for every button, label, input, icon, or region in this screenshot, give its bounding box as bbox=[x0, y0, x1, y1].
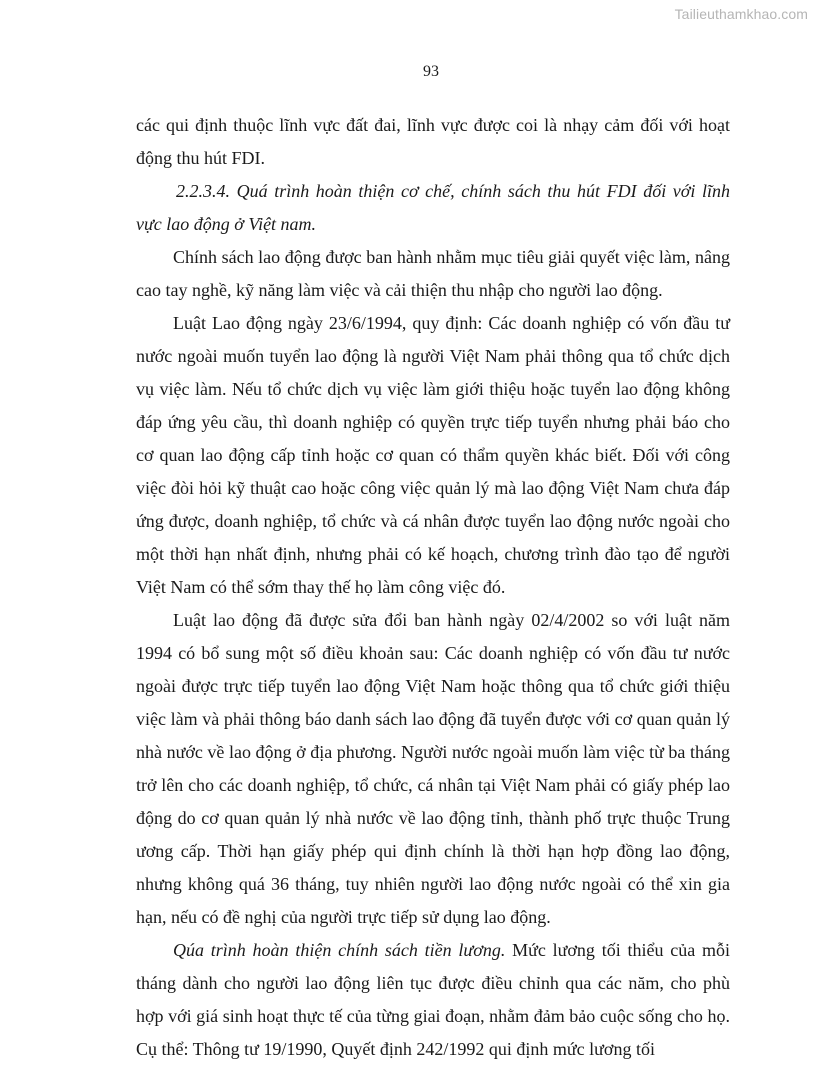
wage-policy-text: Mức lương tối thiểu của mỗi tháng dành cho người lao động liên tục được điều chỉnh qua các năm, cho phù hợp với giá sinh hoạt thực tế của từng giai đoạn, nhằm đảm bảo cuộc sống cho họ. Cụ thể: Thông tư 19/1990, Quyết định 242/1992 qui định mức lương tối bbox=[136, 940, 731, 1059]
wage-policy-heading: Qúa trình hoàn thiện chính sách tiền lương. bbox=[173, 940, 506, 960]
paragraph-continuation: các qui định thuộc lĩnh vực đất đai, lĩnh vực được coi là nhạy cảm đối với hoạt động thu hút FDI. bbox=[136, 115, 730, 168]
section-heading: 2.2.3.4. Quá trình hoàn thiện cơ chế, chính sách thu hút FDI đối với lĩnh vực lao động ở Việt nam. bbox=[136, 181, 730, 234]
paragraph-labor-law-2002: Luật lao động đã được sửa đổi ban hành ngày 02/4/2002 so với luật năm 1994 có bổ sung một số điều khoản sau: Các doanh nghiệp có vốn đầu tư nước ngoài được trực tiếp tuyển lao động Việt Nam hoặc thông qua tổ chức giới thiệu việc làm và phải thông báo danh sách lao động đã tuyển được với cơ quan quản lý nhà nước về lao động ở địa phương. Người nước ngoài muốn làm việc từ ba tháng trở lên cho các doanh nghiệp, tổ chức, cá nhân tại Việt Nam phải có giấy phép lao động do cơ quan quản lý nhà nước về lao động tỉnh, thành phố trực thuộc Trung ương cấp. Thời hạn giấy phép qui định chính là thời hạn hợp đồng lao động, nhưng không quá 36 tháng, tuy nhiên người lao động nước ngoài có thể xin gia hạn, nếu có đề nghị của người trực tiếp sử dụng lao động. bbox=[136, 610, 730, 927]
watermark: Tailieuthamkhao.com bbox=[674, 6, 808, 22]
paragraph-wage-policy bbox=[136, 934, 730, 1066]
paragraph-labor-policy: Chính sách lao động được ban hành nhằm mục tiêu giải quyết việc làm, nâng cao tay nghề, kỹ năng làm việc và cải thiện thu nhập cho người lao động. bbox=[136, 247, 730, 300]
paragraph-labor-law-1994: Luật Lao động ngày 23/6/1994, quy định: Các doanh nghiệp có vốn đầu tư nước ngoài muốn tuyển lao động là người Việt Nam phải thông qua tổ chức dịch vụ việc làm. Nếu tổ chức dịch vụ việc làm giới thiệu hoặc tuyển lao động không đáp ứng yêu cầu, thì doanh nghiệp có quyền trực tiếp tuyển nhưng phải báo cho cơ quan lao động cấp tỉnh hoặc cơ quan có thẩm quyền khác biết. Đối với công việc đòi hỏi kỹ thuật cao hoặc công việc quản lý mà lao động Việt Nam chưa đáp ứng được, doanh nghiệp, tổ chức và cá nhân được tuyển lao động nước ngoài cho một thời hạn nhất định, nhưng phải có kế hoạch, chương trình đào tạo để người Việt Nam có thể sớm thay thế họ làm công việc đó. bbox=[136, 313, 730, 597]
page-number: 93 bbox=[423, 63, 439, 80]
document-body bbox=[136, 109, 730, 1066]
